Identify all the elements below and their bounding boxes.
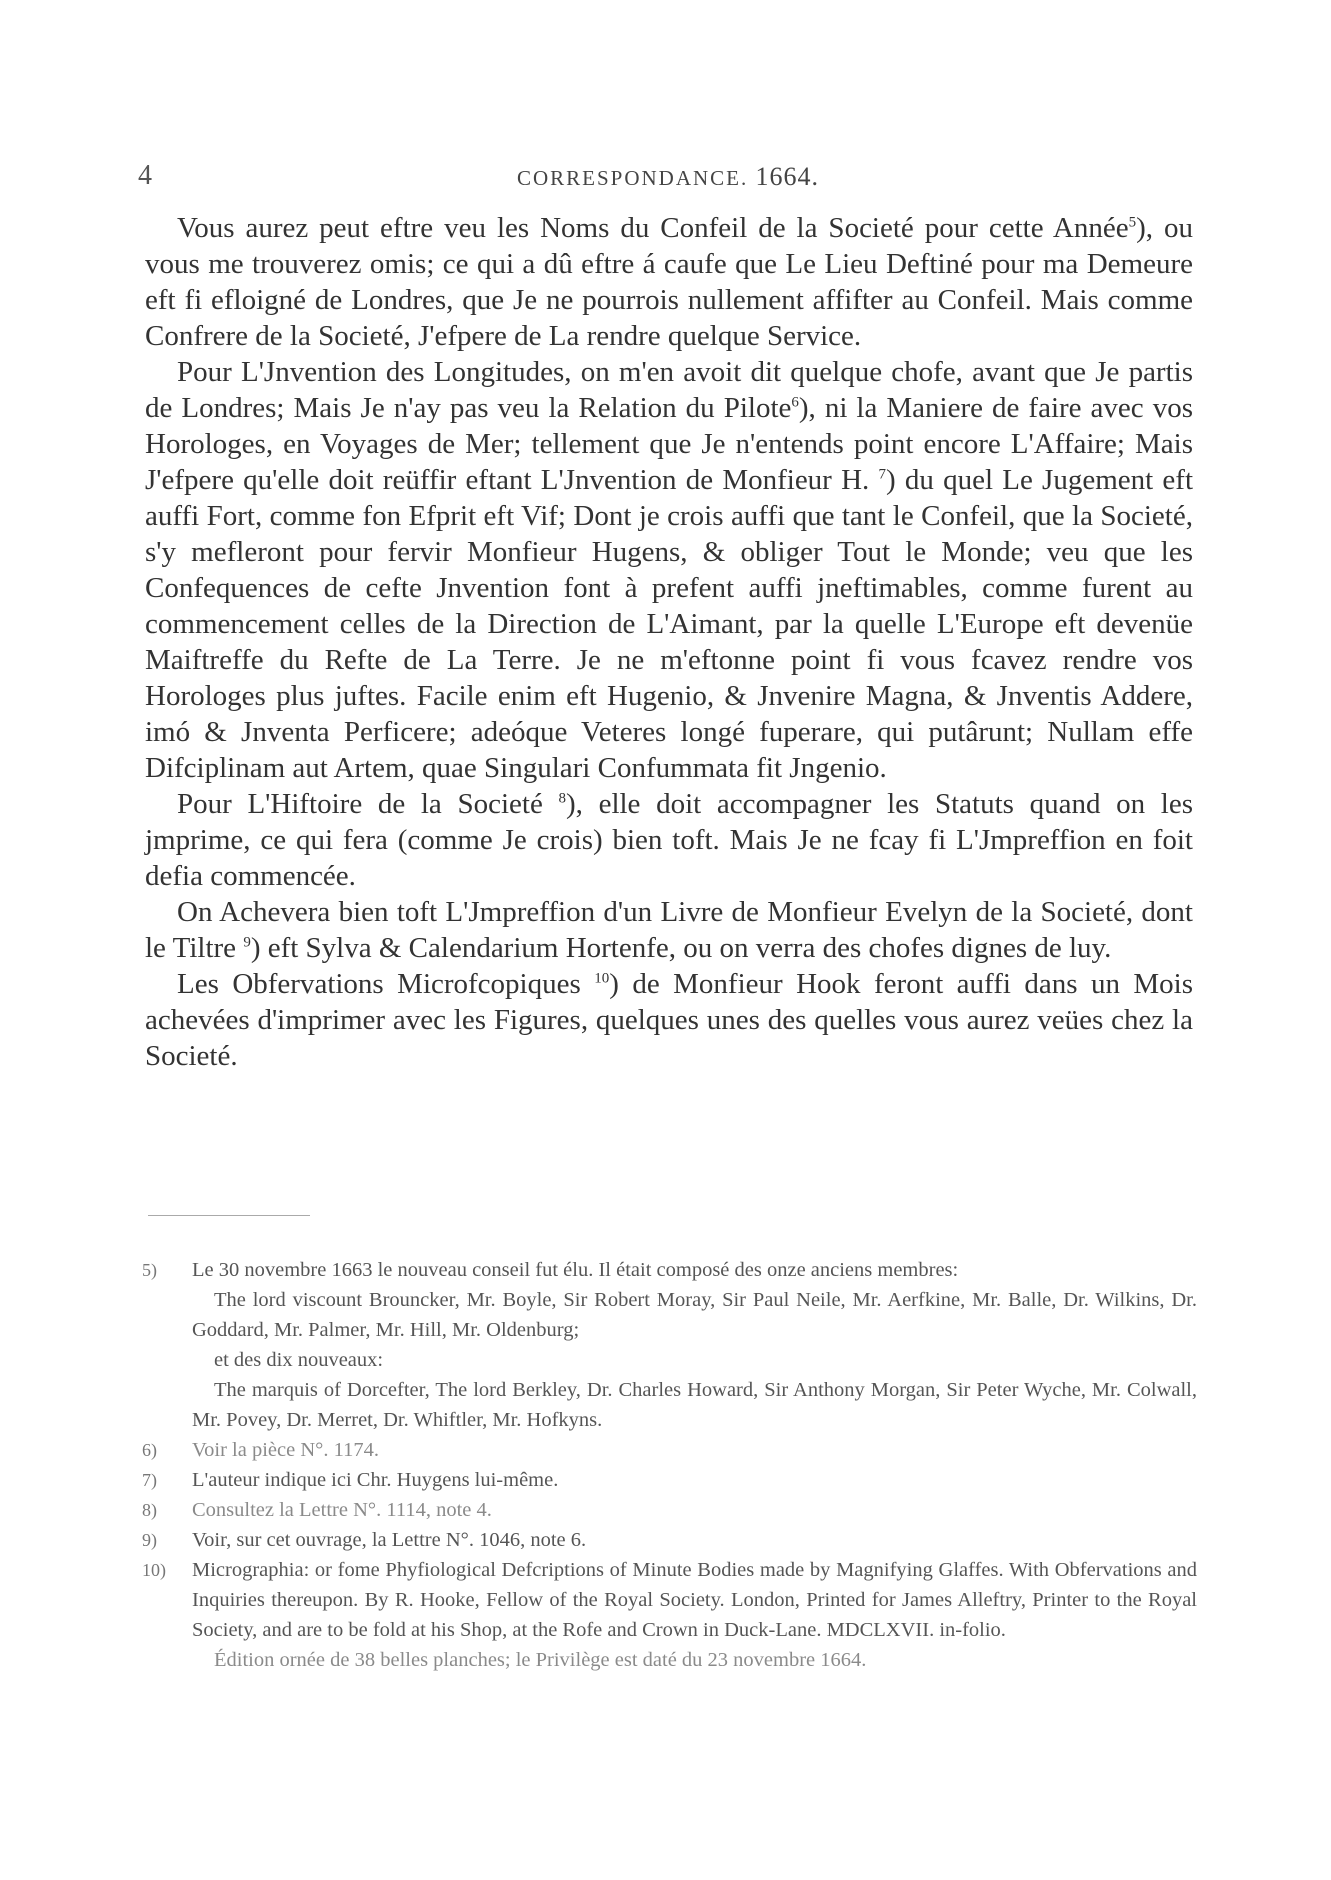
footnote: 7) L'auteur indique ici Chr. Huygens lui-même. bbox=[142, 1465, 1197, 1495]
footnote-mark: 8) bbox=[142, 1500, 157, 1520]
note-ref: 9 bbox=[243, 934, 251, 951]
paragraph: Pour L'Jnvention des Longitudes, on m'en avoit dit quelque chofe, avant que Je partis de Londres; Mais Je n'ay pas veu la Relation du Pilote$^6$), ni la Maniere de faire avec vos Horologes, en Voyages de Mer; tellement que Je n'entends point encore L'Affaire; Mais J'efpere qu'elle doit reüffir eftant L'Jnvention de Monfieur H. $^7$) du quel Le Jugement eft auffi Fort, comme fon Efprit eft Vif; Dont je crois auffi que tant le Confeil, que la Societé, s'y mefleront pour fervir Monfieur Hugens, & obliger Tout le Monde; veu que les Confequences de cefte Jnvention font à prefent auffi jneftimables, comme furent au commencement celles de la Direction de L'Aimant, par la quelle L'Europe eft devenüe Maiftreffe du Refte de La Terre. Je ne m'eftonne point fi vous fcavez rendre vos Horologes plus juftes. Facile enim eft Hugenio, & Jnvenire Magna, & Jnventis Addere, imó & Jnventa Perficere; adeóque Veteres longé fuperare, qui putârunt; Nullam effe Difciplinam aut Artem, quae Singulari Confummata fit Jngenio. bbox=[145, 356, 1194, 784]
page-number: 4 bbox=[138, 160, 152, 191]
running-title-year: 1664. bbox=[755, 162, 820, 191]
footnote-mark: 7) bbox=[142, 1470, 157, 1490]
running-title bbox=[138, 162, 1198, 192]
footnote: 10) Micrographia: or fome Phyfiological Defcriptions of Minute Bodies made by Magnifying Glaffes. With Obfervations and Inquiries thereupon. By R. Hooke, Fellow of the Royal Society. London, Printed for James Alleftry, Printer to the Royal Society, and are to be fold at his Shop, at the Rofe and Crown in Duck-Lane. MDCLXVII. in-folio. Édition ornée de 38 belles planches; le Privilège est daté du 23 novembre 1664. bbox=[142, 1555, 1197, 1675]
footnote-rule bbox=[148, 1215, 310, 1216]
footnote-mark: 5) bbox=[142, 1260, 157, 1280]
running-header bbox=[138, 160, 1198, 200]
letter-body bbox=[145, 210, 1193, 1074]
footnote: 8) Consultez la Lettre N°. 1114, note 4. bbox=[142, 1495, 1197, 1525]
note-ref: 8 bbox=[558, 790, 566, 807]
paragraph: Pour L'Hiftoire de la Societé $^8$), elle doit accompagner les Statuts quand on les jmprime, ce qui fera (comme Je crois) bien toft. Mais Je ne fcay fi L'Jmpreffion en foit defia commencée. bbox=[145, 788, 1193, 892]
note-ref: 5 bbox=[1128, 214, 1137, 231]
footnote: 6) Voir la pièce N°. 1174. bbox=[142, 1435, 1197, 1465]
paragraph: Les Obfervations Microfcopiques $^{10}$) de Monfieur Hook feront auffi dans un Mois achevées d'imprimer avec les Figures, quelques unes des quelles vous aurez veües chez la Societé. bbox=[145, 968, 1194, 1072]
paragraph: On Achevera bien toft L'Jmpreffion d'un Livre de Monfieur Evelyn de la Societé, dont le Tiltre $^9$) eft Sylva & Calendarium Hortenfe, ou on verra des chofes dignes de luy. bbox=[145, 896, 1193, 964]
note-ref: 6 bbox=[791, 394, 799, 411]
footnote: 9) Voir, sur cet ouvrage, la Lettre N°. 1046, note 6. bbox=[142, 1525, 1197, 1555]
footnote-mark: 9) bbox=[142, 1530, 157, 1550]
footnote-mark: 10) bbox=[142, 1560, 166, 1580]
note-ref: 7 bbox=[878, 466, 886, 483]
footnotes bbox=[142, 1255, 1197, 1675]
footnote-mark: 6) bbox=[142, 1440, 157, 1460]
note-ref: 10 bbox=[594, 970, 610, 987]
running-title-text: CORRESPONDANCE. bbox=[516, 166, 749, 190]
footnote: 5) Le 30 novembre 1663 le nouveau conseil fut élu. Il était composé des onze anciens membres: The lord viscount Brouncker, Mr. Boyle, Sir Robert Moray, Sir Paul Neile, Mr. Aerfkine, Mr. Balle, Dr. Wilkins, Dr. Goddard, Mr. Palmer, Mr. Hill, Mr. Oldenburg; et des dix nouveaux: The marquis of Dorcefter, The lord Berkley, Dr. Charles Howard, Sir Anthony Morgan, Sir Peter Wyche, Mr. Colwall, Mr. Povey, Dr. Merret, Dr. Whiftler, Mr. Hofkyns. bbox=[142, 1255, 1197, 1435]
paragraph: Vous aurez peut eftre veu les Noms du Confeil de la Societé pour cette Année$^5$), ou vous me trouverez omis; ce qui a dû eftre á caufe que Le Lieu Deftiné pour ma Demeure eft fi efloigné de Londres, que Je ne pourrois nullement affifter au Confeil. Mais comme Confrere de la Societé, J'efpere de La rendre quelque Service. bbox=[145, 212, 1193, 352]
